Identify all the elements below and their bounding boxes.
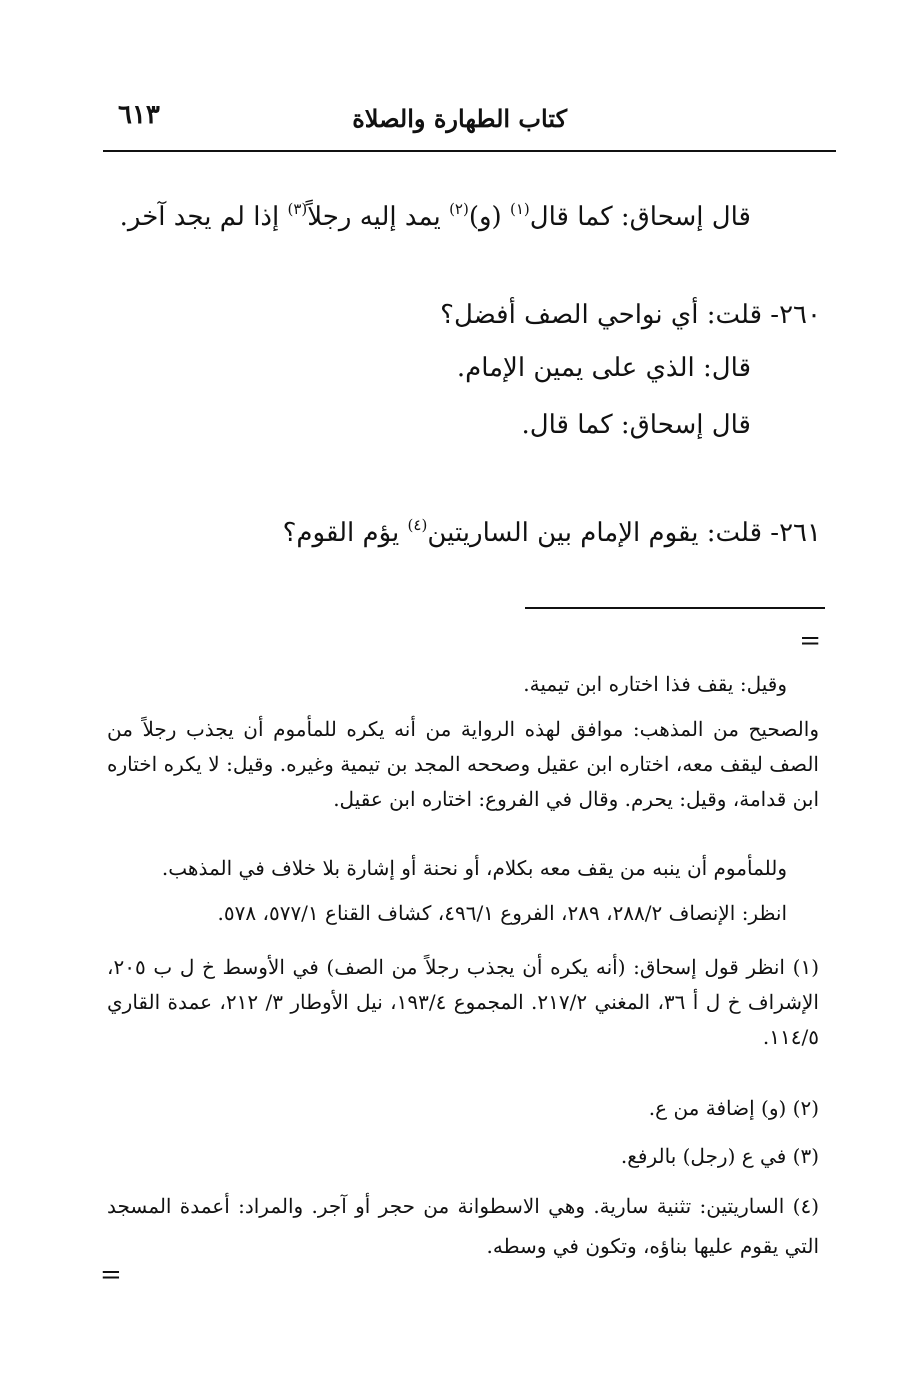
end-continuation-mark: = [100, 1260, 122, 1290]
footnote-cont-references: انظر: الإنصاف ٢٨٨/٢، ٢٨٩، الفروع ٤٩٦/١، كشاف القناع ٥٧٧/١، ٥٧٨. [217, 901, 787, 925]
footnote-1: (١) انظر قول إسحاق: (أنه يكره أن يجذب رجلاً من الصف) في الأوسط خ ل ب ٢٠٥، الإشراف خ ل أ ٣٦، المغني ٢١٧/٢. المجموع ١٩٣/٤، نيل الأوطار ٣/ ٢١٢، عمدة القاري ١١٤/٥. [107, 955, 819, 1049]
header-rule [103, 150, 836, 152]
footnote-ref-2: (٢) [449, 200, 469, 218]
question-261 [283, 508, 821, 550]
footnote-2: (٢) (و) إضافة من ع. [648, 1096, 819, 1120]
page-number: ٦١٣ [118, 100, 160, 130]
text: يؤم القوم؟ [282, 518, 408, 548]
answer-260: قال: الذي على يمين الإمام. [456, 353, 751, 383]
ishaq-statement-line [120, 192, 751, 234]
footnote-3: (٣) في ع (رجل) بالرفع. [620, 1144, 819, 1168]
footnote-cont-paragraph: والصحيح من المذهب: موافق لهذه الرواية من أنه يكره للمأموم أن يجذب رجلاً من الصف ليقف معه، اختاره ابن عقيل وصححه المجد بن تيمية وغيره. وقيل: لا يكره اختاره ابن قدامة، وقيل: يحرم. وقال في الفروع: اختاره ابن عقيل. [107, 717, 819, 811]
text: قال إسحاق: كما قال [529, 202, 751, 232]
text: (و) [468, 202, 510, 232]
ishaq-260: قال إسحاق: كما قال. [521, 410, 751, 440]
footnote-ref-3: (٣) [287, 200, 308, 218]
text: إذا لم يجد آخر. [119, 202, 288, 232]
question-260: ٢٦٠- قلت: أي نواحي الصف أفضل؟ [440, 300, 821, 330]
text: ٢٦١- قلت: يقوم الإمام بين الساريتين [427, 518, 821, 548]
footnote-4: (٤) الساريتين: تثنية سارية. وهي الاسطوانة من حجر أو آجر. والمراد: أعمدة المسجد التي يقوم عليها بناؤه، وتكون في وسطه. [107, 1194, 819, 1258]
footnote-ref-4: (٤) [407, 516, 428, 534]
continuation-mark: = [799, 626, 821, 656]
footnote-separator [525, 607, 825, 609]
text: يمد إليه رجلاً [307, 202, 450, 232]
running-header-title: كتاب الطهارة والصلاة [352, 104, 567, 133]
footnote-cont-line: وللمأموم أن ينبه من يقف معه بكلام، أو نحنة أو إشارة بلا خلاف في المذهب. [161, 856, 787, 880]
footnote-ref-1: (١) [509, 200, 530, 218]
footnote-cont-line: وقيل: يقف فذا اختاره ابن تيمية. [523, 672, 787, 696]
